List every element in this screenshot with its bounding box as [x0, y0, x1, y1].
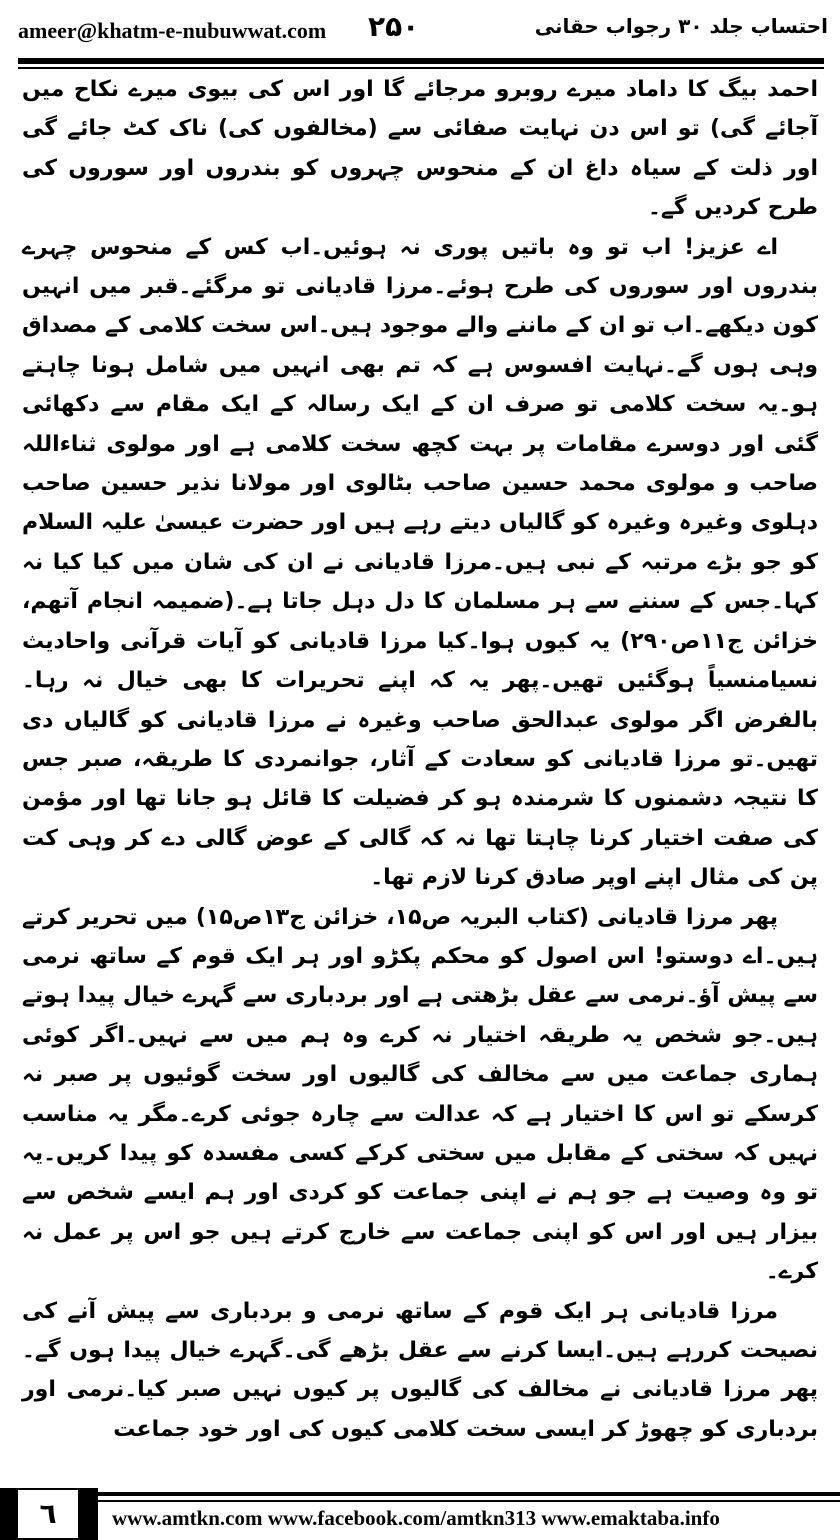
paragraph-1: احمد بیگ کا داماد میرے روبرو مرجائے گا اور اس کی بیوی میرے نکاح میں آجائے گی) تو اس دن نہایت صفائی سے (مخالفوں کی) ناک کٹ جائے گی اور ذلت کے سیاہ داغ ان کے منحوس چہروں کو بندروں اور سوروں کی طرح کردیں گے۔: [22, 77, 818, 221]
page-body: [22, 70, 818, 1449]
paragraph-4: مرزا قادیانی ہر ایک قوم کے ساتھ نرمی و بردباری سے پیش آنے کی نصیحت کررہے ہیں۔ایسا کرنے سے عقل بڑھے گی۔گہرے خیال پیدا ہوں گے۔پھر مرزا قادیانی نے مخالف کی گالیوں پر کیوں نہیں صبر کیا۔نرمی اور بردباری کو چھوڑ کر ایسی سخت کلامی کیوں کی اور خود جماعت: [22, 1298, 818, 1442]
header-page-number: ۲۵۰: [368, 10, 420, 43]
header-book-title: احتساب جلد ۳۰ رجواب حقانی: [534, 14, 828, 38]
paragraph-3: پھر مرزا قادیانی (کتاب البریہ ص۱۵، خزائن ج۱۳ص۱۵) میں تحریر کرتے ہیں۔اے دوستو! اس اصول کو محکم پکڑو اور ہر ایک قوم کے ساتھ نرمی سے پیش آؤ۔نرمی سے عقل بڑھتی ہے اور بردباری سے گہرے خیال پیدا ہوتے ہیں۔جو شخص یہ طریقہ اختیار نہ کرے وہ ہم میں سے نہیں۔اگر کوئی ہماری جماعت میں سے مخالف کی گالیوں اور سخت گوئیوں پر صبر نہ کرسکے تو اس کا اختیار ہے کہ عدالت سے چارہ جوئی کرے۔مگر یہ مناسب نہیں کہ سختی کے مقابل میں سختی کرکے کسی مفسدہ کو پیدا کریں۔یہ تو وہ وصیت ہے جو ہم نے اپنی جماعت کو کردی اور ہم ایسے شخص سے بیزار ہیں اور اس کو اپنی جماعت سے خارج کرتے ہیں جو اس پر عمل نہ کرے۔: [22, 904, 818, 1285]
page-header: [0, 0, 840, 60]
header-email: ameer@khatm-e-nubuwwat.com: [18, 18, 327, 43]
footer-rule-thin: [98, 1500, 840, 1502]
footer-rule-thick: [98, 1492, 840, 1496]
footer-page-number: ٦: [18, 1490, 78, 1538]
footer-links[interactable]: www.amtkn.com www.facebook.com/amtkn313 www.emaktaba.info: [112, 1506, 720, 1530]
header-rule-thin: [18, 67, 824, 69]
header-rule-thick: [18, 58, 824, 64]
paragraph-2: اے عزیز! اب تو وہ باتیں پوری نہ ہوئیں۔اب کس کے منحوس چہرے بندروں اور سوروں کی طرح ہوئے۔مرزا قادیانی تو مرگئے۔قبر میں انہیں کون دیکھے۔اب تو ان کے ماننے والے موجود ہیں۔اس سخت کلامی کے مصداق وہی ہوں گے۔نہایت افسوس ہے کہ تم بھی انہیں میں شامل ہونا چاہتے ہو۔یہ سخت کلامی تو صرف ان کے ایک رسالہ کے ایک مقام سے دکھائی گئی اور دوسرے مقامات پر بہت کچھ سخت کلامی ہے اور مولوی ثناءاللہ صاحب و مولوی محمد حسین صاحب بٹالوی اور مولانا نذیر حسین صاحب دہلوی وغیرہ وغیرہ کو گالیاں دیتے رہے ہیں اور حضرت عیسیٰ علیہ السلام کو جو بڑے مرتبہ کے نبی ہیں۔مرزا قادیانی نے ان کی شان میں کیا کیا نہ کہا۔جس کے سننے سے ہر مسلمان کا دل دہل جاتا ہے۔(ضمیمہ انجام آتھم، خزائن ج۱۱ص۲۹۰) یہ کیوں ہوا۔کیا مرزا قادیانی کو آیات قرآنی واحادیث نسیامنسیاً ہوگئیں تھیں۔پھر یہ کہ اپنے تحریرات کا بھی خیال نہ رہا۔بالفرض اگر مولوی عبدالحق صاحب وغیرہ نے مرزا قادیانی کو گالیاں دی تھیں۔تو مرزا قادیانی کو سعادت کے آثار، جوانمردی کا طریقہ، صبر جس کا نتیجہ دشمنوں کا شرمندہ ہو کر فضیلت کا قائل ہو جانا تھا اور مؤمن کی صفت اختیار کرنا چاہتا تھا نہ کہ گالی کے عوض گالی دے کر وہی کت پن کی مثال اپنے اوپر صادق کرنا لازم تھا۔: [22, 234, 818, 891]
